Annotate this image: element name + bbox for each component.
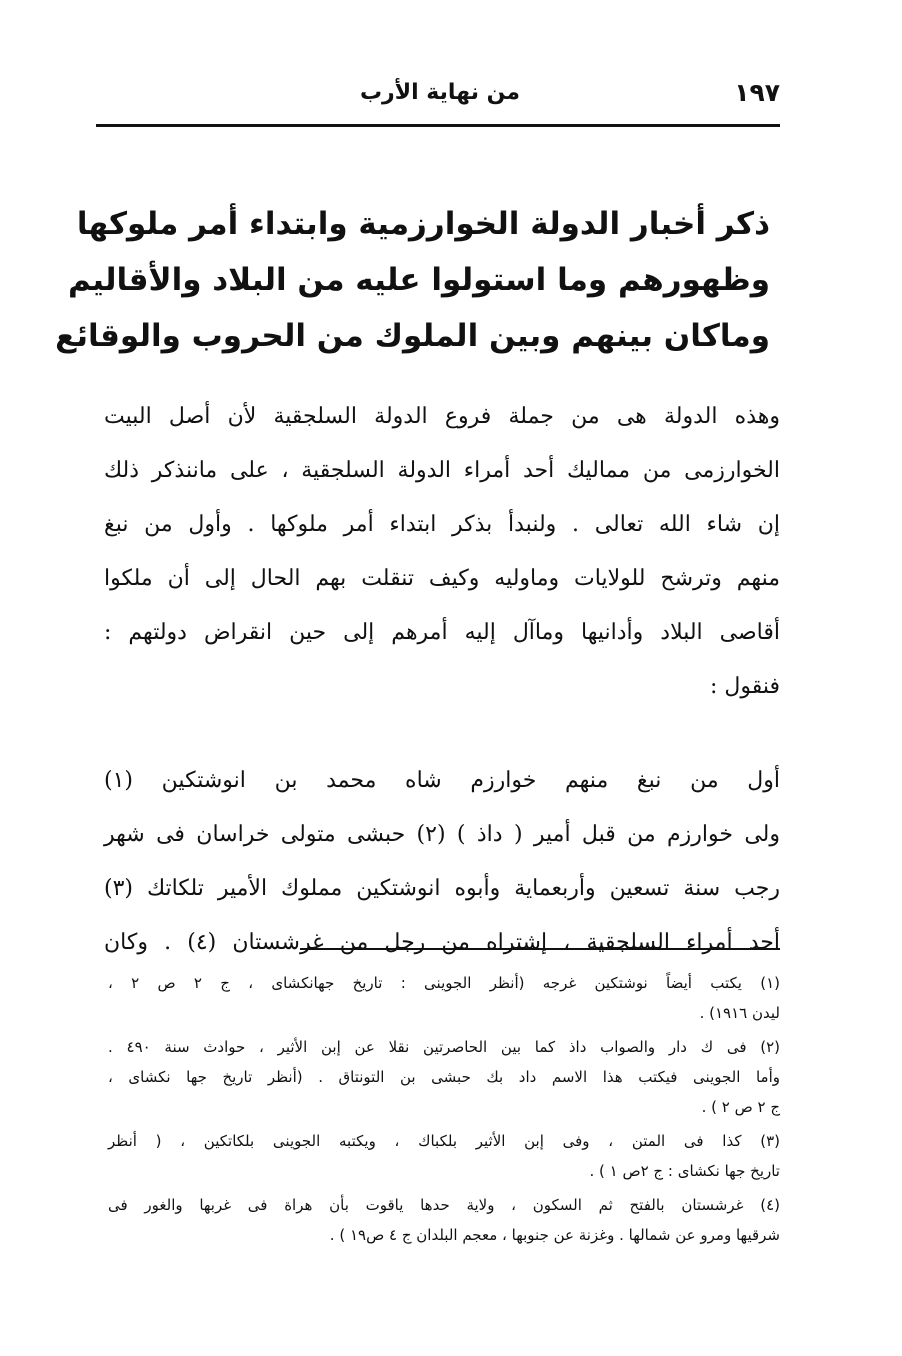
- text-line: وهذه الدولة هى من جملة فروع الدولة السلجقية لأن أصل البيت: [104, 404, 780, 429]
- text-line: أحد أمراء السلجقية ، إشتراه من رجل من غرشستان (٤) . وكان: [104, 930, 780, 955]
- running-header: [100, 78, 780, 118]
- paragraph-2: [104, 754, 780, 970]
- footnote-line: (٣) كذا فى المتن ، وفى إبن الأثير بلكباك ، ويكتبه الجوينى بلكاتكين ، ( أنظر: [108, 1132, 780, 1150]
- chapter-title: [55, 196, 770, 364]
- chapter-title-line: وظهورهم وما استولوا عليه من البلاد والأقاليم: [67, 262, 770, 298]
- chapter-title-line: وماكان بينهم وبين الملوك من الحروب والوقائع: [55, 318, 770, 354]
- footnote-line: وأما الجوينى فيكتب هذا الاسم داد بك حبشى بن التونتاق . (أنظر تاريخ جها نكشاى ،: [108, 1068, 780, 1086]
- text-line: إن شاء الله تعالى . ولنبدأ بذكر ابتداء أمر ملوكها . وأول من نبغ: [104, 512, 780, 537]
- footnote-2: [108, 1032, 780, 1122]
- text-line: فنقول :: [709, 674, 780, 699]
- text-line: منهم وترشح للولايات وماوليه وكيف تنقلت بهم الحال إلى أن ملكوا: [104, 566, 780, 591]
- running-title: من نهاية الأرب: [359, 80, 521, 105]
- footnote-4: [108, 1190, 780, 1250]
- text-line: الخوارزمى من مماليك أحد أمراء الدولة السلجقية ، على ماننذكر ذلك: [104, 458, 780, 483]
- footnote-1: [108, 968, 780, 1028]
- paragraph-gap: [104, 714, 780, 754]
- footnote-rule: [300, 948, 780, 950]
- footnote-line: (٢) فى ك دار والصواب داذ كما بين الحاصرتين نقلا عن إبن الأثير ، حوادث سنة ٤٩٠ .: [108, 1038, 780, 1056]
- footnote-3: [108, 1126, 780, 1186]
- page-number: ١٩٧: [734, 78, 780, 107]
- footnote-line: (١) يكتب أيضاً نوشتكين غرجه (أنظر الجوينى : تاريخ جهانكشاى ، ج ٢ ص ٢ ،: [108, 974, 781, 992]
- header-rule: [96, 124, 780, 127]
- footnote-line: تاريخ جها نكشاى : ج ٢ص ١ ) .: [589, 1162, 780, 1180]
- text-line: ولى خوارزم من قبل أمير ( داذ ) (٢) حبشى متولى خراسان فى شهر: [104, 822, 780, 847]
- text-line: أول من نبغ منهم خوارزم شاه محمد بن انوشتكين (١): [104, 768, 780, 793]
- footnote-line: (٤) غرشستان بالفتح ثم السكون ، ولاية حدها ياقوت بأن هراة فى غربها والغور فى: [108, 1196, 780, 1214]
- footnote-line: شرقيها ومرو عن شمالها . وغزنة عن جنوبها ، معجم البلدان ج ٤ ص١٩ ) .: [329, 1226, 780, 1244]
- text-line: أقاصى البلاد وأدانيها وماآل إليه أمرهم إلى حين انقراض دولتهم :: [104, 620, 781, 645]
- footnote-line: ج ٢ ص ٢ ) .: [701, 1098, 780, 1116]
- body-text: [104, 390, 780, 970]
- text-line: رجب سنة تسعين وأربعماية وأبوه انوشتكين مملوك الأمير تلكاتك (٣): [104, 876, 780, 901]
- paragraph-1: [104, 390, 780, 714]
- chapter-title-line: ذكر أخبار الدولة الخوارزمية وابتداء أمر ملوكها: [76, 206, 770, 242]
- footnote-line: ليدن ١٩١٦) .: [699, 1004, 780, 1022]
- footnotes: [108, 968, 780, 1254]
